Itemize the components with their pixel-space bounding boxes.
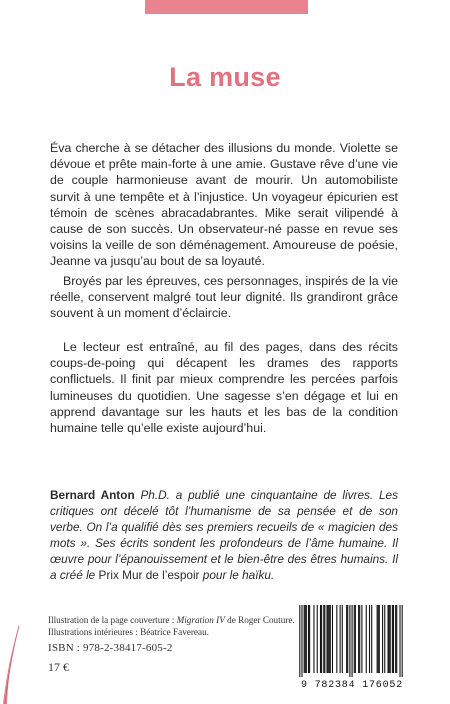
barcode-bar [313,605,314,673]
barcode-bar [317,605,318,673]
blurb-text-3: Le lecteur est entraîné, au fil des pages, dans des récits coups-de-poing qui décapent les drames des rapports conflictuels. Il finit par mieux comprendre les percées parfois lumineuses du quotidien. Une sagesse s’en dégage et lui en apprend davantage sur les hauts et les bas de la condition humaine telle qu’elle existe aujourd’hui. [50,340,398,436]
barcode-bar [328,605,329,673]
barcode-digits: 9 782384 176052 [300,680,403,691]
barcode-bar [395,605,396,673]
book-title: La muse [169,62,281,92]
barcode-bar [308,605,309,673]
barcode-bar [393,605,394,673]
barcode-bar [354,605,355,673]
blurb-paragraph-2 [50,273,398,322]
price: 17 € [48,660,69,674]
barcode-bar [349,605,350,677]
barcode-bar [361,605,362,673]
barcode-bar [340,605,341,673]
barcode-bar [321,605,322,673]
barcode-bar [399,605,400,677]
barcode-bar [309,605,310,673]
interior-credit: Illustrations intérieures : Béatrice Favereau. [48,627,209,638]
barcode-bar [329,605,330,673]
barcode-bar [358,605,359,673]
barcode-bar [402,605,403,677]
cover-credit-suffix: de Roger Couture. [224,615,295,625]
barcode-bar [392,605,393,673]
feather-icon [0,620,22,704]
barcode-bar [346,605,347,673]
barcode-bar [320,605,321,673]
author-bio [50,487,398,583]
barcode-bar [384,605,385,673]
barcode-bar [342,605,343,673]
cover-credit-title: Migration IV [176,615,225,625]
barcode-bar [327,605,328,673]
blurb-paragraph-3 [50,339,398,436]
barcode [296,605,406,677]
barcode-bar [366,605,367,673]
author-name: Bernard Anton [50,488,135,502]
barcode-bar [377,605,378,673]
barcode-bar [347,605,348,673]
barcode-bar [330,605,331,673]
barcode-bar [359,605,360,673]
barcode-bar [301,605,302,677]
barcode-bar [387,605,388,673]
barcode-bar [323,605,324,673]
bio-prize-name: Prix Mur de l’espoir [98,568,200,582]
barcode-bar [306,605,307,673]
barcode-bar [352,605,353,677]
blurb-paragraph-1 [50,140,398,270]
barcode-bar [332,605,333,673]
barcode-bar [396,605,397,673]
cover-credit [48,614,298,626]
bio-text-1: Ph.D. a publié une cinquantaine de livres. Les critiques ont décelé tôt l’humanisme de sa pensée et de son verbe. On l’a qualifié dès ses premiers recueils de « magicien des mots ». Ses écrits sondent les profondeurs de l’âme humaine. Il œuvre pour l’épanouissement et le bien-être des êtres humains. Il a créé le [50,488,399,582]
barcode-bar [390,605,391,673]
barcode-bar [369,605,370,673]
barcode-bar [299,605,300,677]
barcode-bar [336,605,337,673]
barcode-bar [304,605,305,673]
bio-text-2: pour le haïku. [199,568,275,582]
blurb-text-1: Éva cherche à se détacher des illusions du monde. Violette se dévoue et prête main-forte à une amie. Gustave rêve d’une vie de couple harmonieuse avant de mourir. Un automobiliste survit à une tempête et à l’injustice. Un voyageur épicurien est témoin de scènes abracadabrantes. Mike serait vilipendé à cause de son succès. Un observateur-né passe en revue ses voisins la veille de son déménagement. Amoureuse de poésie, Jeanne va jusqu’au bout de sa loyauté. [50,141,398,269]
top-accent-bar [145,0,308,14]
barcode-bar [379,605,380,673]
blurb-text-2: Broyés par les épreuves, ces personnages, inspirés de la vie réelle, conservent malgré tout leur dignité. Ils grandiront grâce souvent à un moment d’éclaircie. [50,274,398,321]
barcode-bar [305,605,306,673]
barcode-bar [355,605,356,673]
barcode-bar [324,605,325,673]
illustration-credits [48,614,298,639]
barcode-bar [378,605,379,673]
isbn: ISBN : 978-2-38417-605-2 [48,642,173,654]
barcode-bar [382,605,383,673]
barcode-bar [371,605,372,673]
cover-credit-prefix: Illustration de la page couverture : [48,615,177,625]
barcode-bar [389,605,390,673]
